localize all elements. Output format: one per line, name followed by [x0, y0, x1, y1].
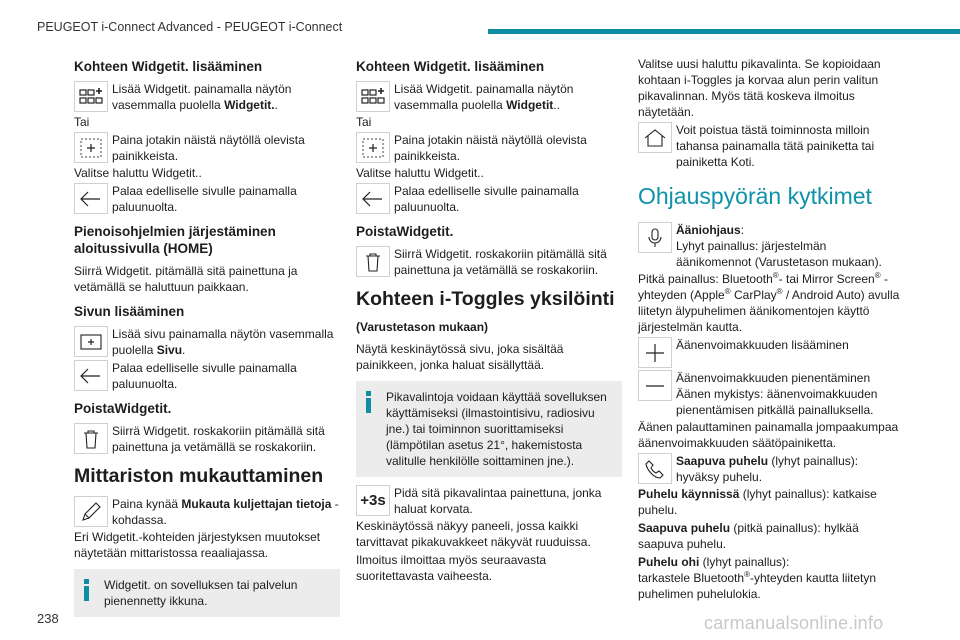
body-text: Valitse haluttu Widgetit.. [74, 166, 202, 180]
section-heading: Mittariston mukauttaminen [74, 465, 324, 487]
instruction-row [356, 246, 622, 278]
or-text: Tai [356, 115, 372, 129]
page-add-icon [74, 326, 108, 357]
instruction-text: Lisää sivu painamalla näytön vasemmalla puolella [112, 327, 334, 357]
instruction-end: .. [553, 98, 560, 112]
section-title: Kohteen Widgetit. lisääminen [74, 59, 263, 74]
instruction-text: Paina kynää [112, 497, 182, 511]
section-title: Kohteen Widgetit. lisääminen [356, 59, 545, 74]
section-heading: Kohteen i-Toggles yksilöinti [356, 288, 615, 310]
instruction-text: Lisää Widgetit. painamalla näytön vasemmalla puolella [394, 82, 574, 112]
phone-icon [638, 453, 672, 484]
instruction-bold: Widgetit. [224, 98, 275, 112]
instruction-end: . [274, 98, 278, 112]
instruction-bold: Widgetit [506, 98, 554, 112]
voice-colon: : [740, 223, 745, 237]
watermark: carmanualsonline.info [704, 613, 884, 633]
body-text: Valitse haluttu Widgetit.. [356, 166, 484, 180]
call-none: Puhelu ohi (lyhyt painallus): tarkastele Bluetooth®-yhteyden kautta liitetyn puhelimen puhelulokia. [638, 555, 877, 601]
minus-icon [638, 370, 672, 401]
instruction-row [638, 222, 904, 270]
instruction-text: Voit poistua tästä toiminnosta milloin tahansa painamalla tätä painiketta tai painiketta Koti. [676, 123, 875, 169]
body-text: Keskinäytössä näkyy paneeli, jossa kaikki tarvittavat pikakuvakkeet näkyvät ruuduissa. [356, 519, 591, 549]
trim-note: (Varustetason mukaan) [356, 320, 489, 334]
back-arrow-icon [74, 360, 108, 391]
instruction-row [74, 423, 340, 455]
info-icon [364, 391, 380, 413]
instruction-bold: Sivu [156, 343, 183, 357]
column-3 [638, 52, 904, 604]
instruction-text: Paina jotakin näistä näytöllä olevista painikkeista. [394, 133, 587, 163]
trash-icon [356, 246, 390, 277]
instruction-row [74, 183, 340, 215]
instruction-row [74, 360, 340, 392]
page-number: 238 [37, 611, 59, 626]
column-1 [74, 52, 340, 625]
body-text: Siirrä Widgetit. pitämällä sitä painettuna ja vetämällä se haluttuun paikkaan. [74, 264, 298, 294]
instruction-text: Paina jotakin näistä näytöllä olevista painikkeista. [112, 133, 305, 163]
instruction-text: Pidä sitä pikavalintaa painettuna, jonka haluat korvata. [394, 486, 602, 516]
dashed-plus-icon [356, 132, 390, 163]
instruction-bold: Mukauta kuljettajan tietoja [181, 497, 332, 511]
widget-grid-add-icon [74, 81, 108, 112]
body-text: Valitse uusi haluttu pikavalinta. Se kopioidaan kohtaan i-Toggles ja korvaa alun perin valitun pikavalinnan. Myös tätä koskeva ilmoitus näytetään. [638, 57, 881, 119]
vol-down-text: Äänenvoimakkuuden pienentäminen [676, 371, 871, 385]
instruction-row [74, 81, 340, 113]
back-arrow-icon [356, 183, 390, 214]
dashed-plus-icon [74, 132, 108, 163]
instruction-text: Palaa edelliselle sivulle painamalla paluunuolta. [394, 184, 579, 214]
instruction-row [638, 337, 904, 368]
or-text: Tai [74, 115, 90, 129]
mute-text: Äänen mykistys: äänenvoimakkuuden pienentämisen pitkällä painalluksella. [676, 387, 878, 417]
instruction-text: Siirrä Widgetit. roskakoriin pitämällä sitä painettuna ja vetämällä se roskakoriin. [112, 424, 325, 454]
instruction-row [356, 183, 622, 215]
instruction-end: . [182, 343, 186, 357]
info-box [74, 569, 340, 617]
instruction-text: Äänenvoimakkuuden lisääminen [676, 338, 849, 352]
long-press-icon: +3s [356, 485, 390, 516]
column-2 [356, 52, 622, 586]
pencil-icon [74, 496, 108, 527]
instruction-row [638, 122, 904, 170]
voice-short: Lyhyt painallus: järjestelmän äänikomennot (Varustetason mukaan). [676, 239, 882, 269]
body-text: Äänen palauttaminen painamalla jompaakumpaa äänenvoimakkuuden säätöpainiketta. [638, 420, 899, 450]
instruction-row [74, 326, 340, 358]
section-heading: Ohjauspyörän kytkimet [638, 183, 872, 209]
body-text: Näytä keskinäytössä sivu, joka sisältää painikkeen, jonka haluat sisällyttää. [356, 342, 564, 372]
info-text: Pikavalintoja voidaan käyttää sovelluksen käyttämiseksi (ilmastointisivu, radiosivu jne.) tai toiminnon suorittamiseksi (lämpötilan asetus 21°, hakemistosta valitulle henkilölle soittaminen jne.). [386, 390, 607, 468]
trash-icon [74, 423, 108, 454]
widget-grid-add-icon [356, 81, 390, 112]
page-header: PEUGEOT i-Connect Advanced - PEUGEOT i-Connect [37, 20, 343, 34]
section-title: PoistaWidgetit. [356, 224, 454, 239]
call-active: Puhelu käynnissä (lyhyt painallus): katkaise puhelu. [638, 487, 877, 517]
info-icon [82, 579, 98, 601]
header-accent-bar [488, 29, 960, 34]
instruction-row [74, 496, 340, 528]
call-reject: Saapuva puhelu (pitkä painallus): hylkää saapuva puhelu. [638, 521, 859, 551]
instruction-text: Lisää Widgetit. painamalla näytön vasemmalla puolella [112, 82, 292, 112]
home-icon [638, 122, 672, 153]
instruction-row [74, 132, 340, 164]
call-in-label: Saapuva puhelu [676, 454, 769, 468]
info-box [356, 381, 622, 477]
section-title: Sivun lisääminen [74, 304, 185, 319]
body-text: Eri Widgetit.-kohteiden järjestyksen muutokset näytetään mittaristossa reaaliajassa. [74, 530, 321, 560]
instruction-row [356, 485, 622, 517]
instruction-text: Palaa edelliselle sivulle painamalla paluunuolta. [112, 361, 297, 391]
instruction-row [356, 81, 622, 113]
instruction-text: Palaa edelliselle sivulle painamalla paluunuolta. [112, 184, 297, 214]
section-title: PoistaWidgetit. [74, 401, 172, 416]
microphone-icon [638, 222, 672, 253]
voice-long: Pitkä painallus: Bluetooth®- tai Mirror Screen® -yhteyden (Apple® CarPlay® / Android Auto) avulla liitetyn älypuhelimen äänikomentojen käyttö järjestelmän kautta. [638, 271, 900, 334]
back-arrow-icon [74, 183, 108, 214]
instruction-end: -kohdassa. [112, 497, 339, 527]
instruction-row [638, 453, 904, 485]
body-text: Ilmoitus ilmoittaa myös seuraavasta suoritettavasta vaiheesta. [356, 553, 547, 583]
instruction-row [638, 370, 904, 418]
call-in-text: (lyhyt painallus): hyväksy puhelu. [676, 454, 859, 484]
plus-icon [638, 337, 672, 368]
instruction-text: Siirrä Widgetit. roskakoriin pitämällä sitä painettuna ja vetämällä se roskakoriin. [394, 247, 607, 277]
section-title: Pienoisohjelmien järjestäminen aloitussivulla (HOME) [74, 224, 276, 256]
voice-label: Ääniohjaus [676, 223, 741, 237]
info-text: Widgetit. on sovelluksen tai palvelun pienennetty ikkuna. [104, 578, 298, 608]
instruction-row [356, 132, 622, 164]
